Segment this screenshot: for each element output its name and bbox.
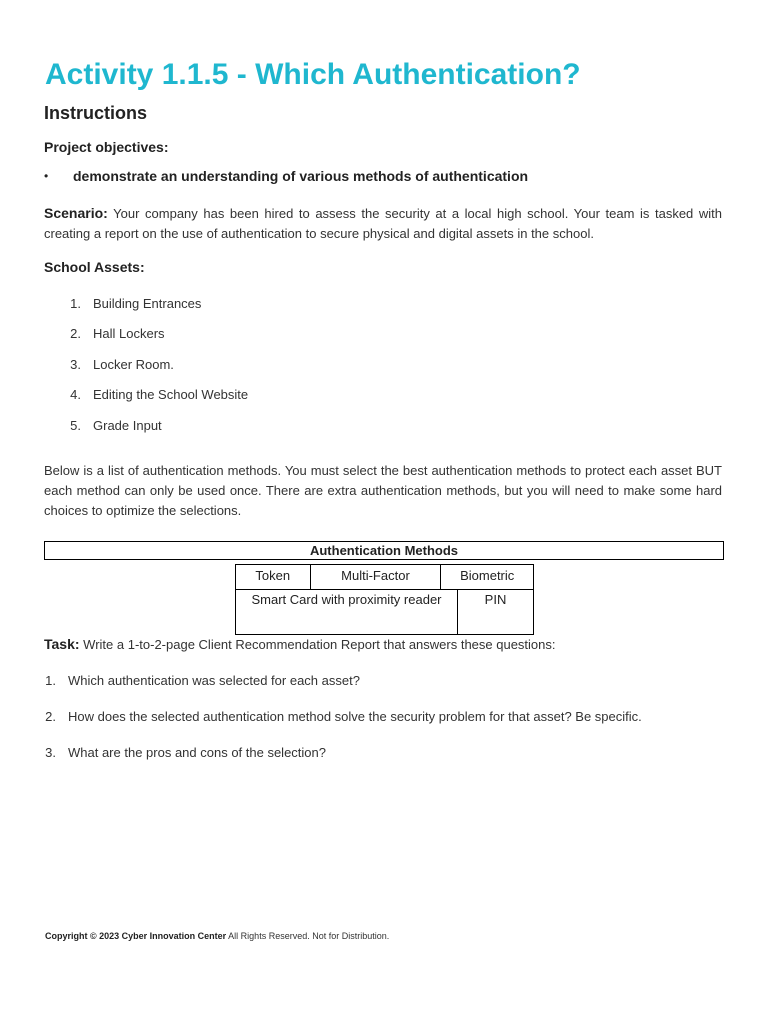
method-cell: Biometric bbox=[441, 565, 534, 590]
list-item: Building Entrances bbox=[93, 296, 202, 311]
scenario-label: Scenario: bbox=[44, 205, 108, 221]
list-item-number: 2. bbox=[70, 326, 81, 341]
list-item: Hall Lockers bbox=[93, 326, 165, 341]
methods-header-table bbox=[44, 541, 724, 560]
question-number: 1. bbox=[45, 673, 56, 688]
list-item: Editing the School Website bbox=[93, 387, 249, 402]
methods-table-row2 bbox=[235, 589, 534, 635]
method-cell: PIN bbox=[458, 589, 534, 634]
assets-label: School Assets: bbox=[44, 259, 145, 275]
question-item: Which authentication was selected for each asset? bbox=[68, 673, 360, 688]
method-cell: Smart Card with proximity reader bbox=[236, 589, 458, 634]
footer-copyright: Copyright © 2023 Cyber Innovation Center bbox=[45, 931, 227, 941]
task-label: Task: bbox=[44, 636, 80, 652]
methods-intro: Below is a list of authentication methods. You must select the best authentication methods to protect each asset BUT each method can only be used once. There are extra authentication methods, but you will need to make some hard choices to optimize the selections. bbox=[44, 463, 722, 518]
list-item-number: 4. bbox=[70, 387, 81, 402]
footer-rights: All Rights Reserved. Not for Distribution. bbox=[226, 931, 390, 941]
list-item: Locker Room. bbox=[93, 357, 174, 372]
objective-item: demonstrate an understanding of various methods of authentication bbox=[73, 168, 529, 184]
list-item-number: 5. bbox=[70, 418, 81, 433]
objectives-label: Project objectives: bbox=[44, 139, 169, 155]
instructions-heading: Instructions bbox=[44, 103, 148, 123]
question-item: How does the selected authentication method solve the security problem for that asset? Be specific. bbox=[68, 709, 642, 724]
list-item-number: 1. bbox=[70, 296, 81, 311]
scenario-paragraph bbox=[44, 203, 722, 244]
scenario-text: Your company has been hired to assess the security at a local high school. Your team is tasked with creating a report on the use of authentication to secure physical and digital assets in the school. bbox=[44, 206, 722, 241]
page-title: Activity 1.1.5 - Which Authentication? bbox=[45, 58, 581, 91]
list-item: Grade Input bbox=[93, 418, 162, 433]
question-number: 2. bbox=[45, 709, 56, 724]
footer bbox=[45, 931, 389, 941]
question-number: 3. bbox=[45, 745, 56, 760]
task-text: Write a 1-to-2-page Client Recommendation Report that answers these questions: bbox=[83, 637, 556, 652]
method-cell: Token bbox=[236, 565, 311, 590]
list-item-number: 3. bbox=[70, 357, 81, 372]
methods-table-header: Authentication Methods bbox=[45, 542, 724, 560]
methods-table bbox=[235, 564, 534, 590]
method-cell: Multi-Factor bbox=[310, 565, 441, 590]
question-item: What are the pros and cons of the selection? bbox=[68, 745, 326, 760]
bullet-icon: • bbox=[44, 169, 49, 183]
task-paragraph bbox=[44, 634, 722, 655]
